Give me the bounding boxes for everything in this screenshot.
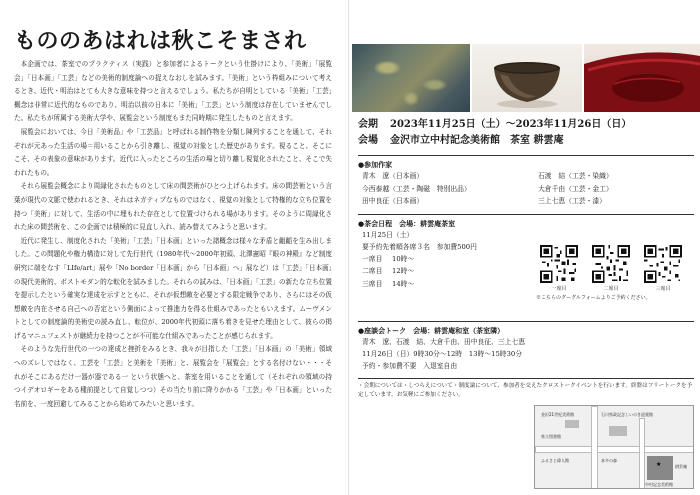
artist-name: 大倉千由（工芸・金工） xyxy=(538,184,613,193)
artists-list xyxy=(358,170,694,208)
venue-value: 金沢市立中村記念美術館 茶室 耕雲庵 xyxy=(390,135,564,146)
access-map xyxy=(534,405,694,489)
tea-bowl-image xyxy=(472,44,582,112)
exhibition-period xyxy=(358,117,694,133)
tea-party-date: 11月25日（土） xyxy=(362,230,414,239)
tea-party-title: ●茶会日程 会場：耕雲庵茶室 xyxy=(358,218,456,228)
slot-time: 14時〜 xyxy=(392,279,415,288)
map-building xyxy=(609,426,627,436)
divider xyxy=(358,321,694,322)
map-road xyxy=(639,418,645,489)
qr-caption: 三席目 xyxy=(655,286,671,292)
map-label: 中村記念美術館 xyxy=(645,482,673,487)
qr-note: ※こちらのグーグルフォームよりご予約ください。 xyxy=(536,295,651,301)
qr-code-3[interactable] xyxy=(644,245,682,283)
qr-code-1[interactable] xyxy=(540,245,578,283)
lacquer-plate-photo xyxy=(584,44,700,112)
tea-party-note: 要予約先着順各席３名 参加費500円 xyxy=(362,242,477,251)
info-panel xyxy=(350,0,700,495)
essay-paragraph: 近代に発生し、制度化された「美術」「工芸」「日本画」といった諸概念は様々な矛盾と齟齬を生み出しました。この問題化や権力構造に対して先行世代（1980年代〜2000年初頭、北澤憲昭『眼の神殿』など制度研究に端をなす「LIfe/art」展や「No border「日本画」から「日本画」へ」展など）は「工芸」「日本画」の現代美術的、ポストモダン的な転化を試みました。それらの試みは、「日本画」「工芸」の新たな立ち位置を提示したという確実な達成を示すとともに、それが仮想敵を必要とする限定戦争であり、さらにはその仮想敵を内在させる自己への否定という側面によって推進力を得る仕組みであったともいえます。ムーヴメントとしての制度論的美術史の読み直し、転位が、2000年代初頭に落ち着きを見せた理由として、彼らの掲げるマニュフェストが継続力を持つことが不可能な仕組みであったことが感じられます。 xyxy=(14,236,332,340)
period-value: 2023年11月25日（土）〜2023年11月26日（日） xyxy=(390,119,632,130)
map-label: 本多の森 xyxy=(601,458,617,463)
map-road xyxy=(591,406,598,489)
artist-name: 青木 遼（日本画） xyxy=(362,172,424,180)
talk-note: 予約・参加費不要 入退室自由 xyxy=(362,362,458,370)
talk-schedule: 11月26日（日）9時30分〜12時 13時〜15時30分 xyxy=(362,350,523,358)
divider xyxy=(358,214,694,215)
map-building xyxy=(565,420,579,428)
tea-bowl-photo xyxy=(472,44,582,112)
textile-photo xyxy=(352,44,470,112)
divider xyxy=(358,155,694,156)
essay-paragraph: そのような先行世代の一つの達成と挫折をみるとき、我々が目指した「工芸」「日本画」の「美術」領域へのズレしではなく、工芸を「工芸」と美術を「美術」と、展覧会を「展覧会」とする名付けない・・・それがそこにあるだけ一器が器である一 という状態へと、茶室を用いることを通して（それぞれの領域の持つイデオロギーをある種前提として自覚しつつ）その当たり前に降りかかる「工芸」や「日本画」といった名前を、一度回避してみることから始めてみたいと思います。 xyxy=(14,345,332,408)
artist-name: 田中良征（日本画） xyxy=(362,197,424,205)
map-label: ふるさと偉人館 xyxy=(541,458,569,463)
qr-code-2[interactable] xyxy=(592,245,630,283)
lacquer-plate-image xyxy=(584,44,700,112)
venue-label: 会場 xyxy=(358,135,378,146)
essay-paragraph: 展覧会においては、今日「美術品」や「工芸品」と呼ばれる制作物を分類し陳列することを通して、それぞれが元あった生活の場＝用いることから引き離し、視覚の対象とした歴史があります。視ること、そこにこそ、その表象の意味があります。近代に入ったところの生活の場と切り離し視覚化されたこと、そこで失われたもの。 xyxy=(14,127,332,177)
artist-name: 今西泰越（工芸・陶磁 特別出品） xyxy=(362,184,471,193)
page-title: もののあはれは秋こそまされ xyxy=(14,28,307,54)
essay-body xyxy=(14,58,332,411)
period-label: 会期 xyxy=(358,119,378,130)
talk-section xyxy=(358,315,694,400)
map-label: 石川県政記念しいのき迎賓館 xyxy=(601,412,653,417)
footer-note: ・会期については・しつらえについて・制度論について、参加者を交えたクロストークイベントを行います。終盤はフリートークを予定しています。お気軽にご参加ください。 xyxy=(358,383,693,398)
artist-name: 石渡 結（工芸・染織） xyxy=(538,172,613,180)
map-label: 金沢21世紀美術館 xyxy=(541,412,575,417)
slot-label: 三席目 xyxy=(362,279,383,288)
slot-time: 12時〜 xyxy=(392,267,415,275)
page-fold xyxy=(348,0,349,495)
map-label: 耕雲庵 xyxy=(675,464,687,469)
divider xyxy=(358,378,694,379)
artist-name: 三上七恵（工芸・漆） xyxy=(538,197,606,205)
essay-panel xyxy=(0,0,346,495)
map-building xyxy=(647,456,673,480)
slot-label: 二席目 xyxy=(362,267,383,275)
slot-time: 10時〜 xyxy=(392,254,415,263)
venue-marker-icon: ★ xyxy=(656,461,662,468)
qr-caption: 一席目 xyxy=(551,286,567,292)
qr-caption: 二席目 xyxy=(603,286,619,292)
talk-speakers: 青木 遼、石渡 結、大倉千由、田中良征、三上七恵 xyxy=(362,338,526,346)
essay-paragraph: それら展覧会概念により周縁化されたものとして床の間芸術がひとつ上げられます。床の間芸術という言葉が現代の文脈で使われるとき、それはネガティブなものではなく、視覚の対象として特権的な立ち位置を持つ「美術」に対して、生活の中に埋もれた存在として位置づけられる場があります。そのように周縁化された床の間芸術を、この企画では積極的に見直し入れ、読み替えてみようと思います。 xyxy=(14,182,332,232)
map-road xyxy=(535,446,694,453)
artists-title: ●参加作家 xyxy=(358,160,393,169)
exhibition-venue xyxy=(358,133,694,149)
talk-title: ●座談会トーク 会場：耕雲庵和室（茶室隣） xyxy=(358,326,505,335)
map-label: 県立図書館 xyxy=(541,434,561,439)
slot-label: 一席目 xyxy=(362,254,383,263)
essay-paragraph: 本企画では、茶室でのプラクティス（実践）と参加者によるトークという仕掛けにより、「美術」「展覧会」「日本画」「工芸」などの美術的制度論への捉えなおしを試みます。「美術」という枠組みについて考えるとき、近代・明治はとても大きな意味を持つと言えるでしょう。私たちが自明としている「美術」「工芸」概念は非常に近代的なものであり、明治以前の日本に「美術」「工芸」という制度は存在していませんでした。私たちが所属する美術大学や、展覧会という制度もまた同時期に発生したものと言えます。 xyxy=(14,60,332,123)
